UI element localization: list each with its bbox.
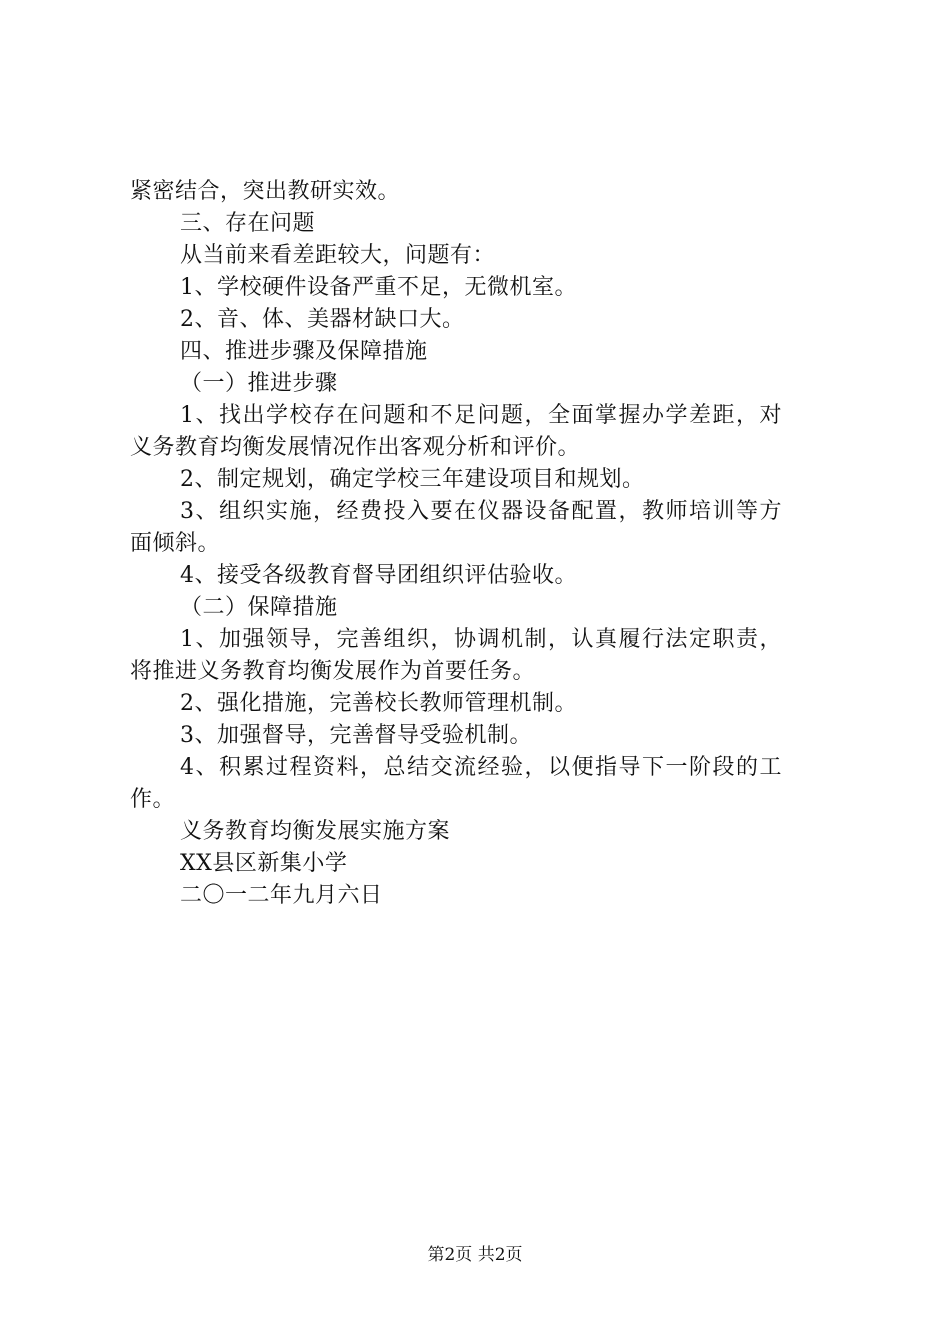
- school-name: XX县区新集小学: [180, 851, 348, 876]
- list-item-continuation: 作。: [130, 787, 176, 812]
- document-date: 二〇一二年九月六日: [180, 883, 383, 908]
- section-heading-steps: 四、推进步骤及保障措施: [180, 339, 428, 364]
- list-item: 2、强化措施，完善校长教师管理机制。: [180, 691, 577, 716]
- list-item-continuation: 面倾斜。: [130, 531, 221, 556]
- list-item: 1、加强领导，完善组织，协调机制，认真履行法定职责，: [180, 627, 783, 652]
- list-item: 1、找出学校存在问题和不足问题，全面掌握办学差距，对: [180, 403, 783, 428]
- document-title-signature: 义务教育均衡发展实施方案: [180, 819, 451, 844]
- list-item-continuation: 义务教育均衡发展情况作出客观分析和评价。: [130, 435, 581, 460]
- list-item: 2、音、体、美器材缺口大。: [180, 307, 465, 332]
- subsection-heading-measures: （二）保障措施: [180, 595, 338, 620]
- list-item: 3、加强督导，完善督导受验机制。: [180, 723, 532, 748]
- text-line: 从当前来看差距较大，问题有：: [180, 243, 496, 268]
- list-item: 3、组织实施，经费投入要在仪器设备配置，教师培训等方: [180, 499, 783, 524]
- list-item: 2、制定规划，确定学校三年建设项目和规划。: [180, 467, 645, 492]
- section-heading-problems: 三、存在问题: [180, 211, 316, 236]
- text-line: 紧密结合，突出教研实效。: [130, 179, 401, 204]
- list-item: 4、积累过程资料，总结交流经验，以便指导下一阶段的工: [180, 755, 783, 780]
- list-item-continuation: 将推进义务教育均衡发展作为首要任务。: [130, 659, 536, 684]
- subsection-heading-steps: （一）推进步骤: [180, 371, 338, 396]
- document-body: [130, 176, 830, 912]
- list-item: 1、学校硬件设备严重不足，无微机室。: [180, 275, 577, 300]
- list-item: 4、接受各级教育督导团组织评估验收。: [180, 563, 577, 588]
- page-number-footer: 第2页 共2页: [427, 1245, 523, 1265]
